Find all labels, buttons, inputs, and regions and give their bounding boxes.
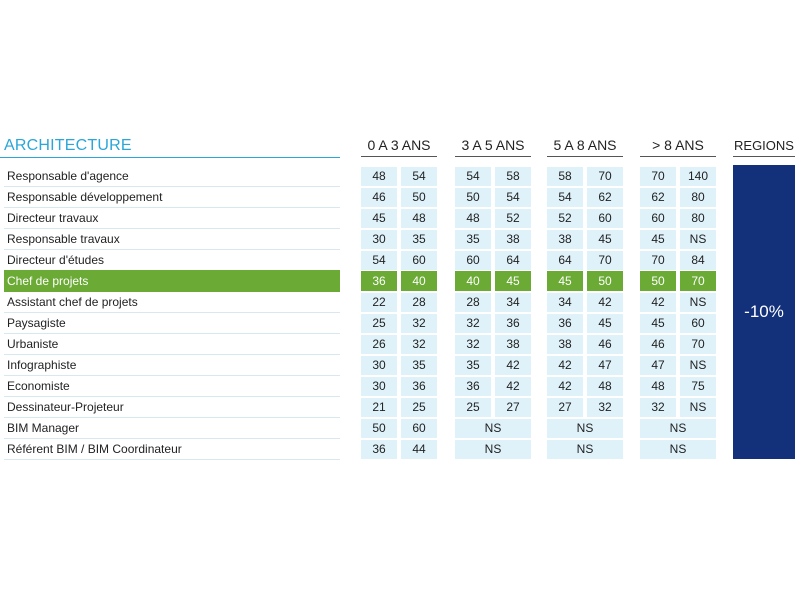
row-label: Chef de projets xyxy=(4,270,340,292)
value-cell: 42 xyxy=(547,356,583,375)
column-header-label: 3 A 5 ANS xyxy=(461,137,525,153)
value-cell: 32 xyxy=(455,314,491,333)
value-cell: 70 xyxy=(680,335,716,354)
row-label: Paysagiste xyxy=(4,313,340,334)
value-cell: 25 xyxy=(455,398,491,417)
value-cell: 26 xyxy=(361,335,397,354)
value-cell: 36 xyxy=(455,377,491,396)
row-label: Economiste xyxy=(4,376,340,397)
value-cell: NS xyxy=(455,419,531,438)
value-cell: 42 xyxy=(495,356,531,375)
value-cell: 25 xyxy=(361,314,397,333)
value-cell: 45 xyxy=(587,314,623,333)
column-header-1 xyxy=(455,137,531,153)
value-cell: 32 xyxy=(401,335,437,354)
value-cell: NS xyxy=(547,419,623,438)
value-cell: 25 xyxy=(401,398,437,417)
value-cell: 40 xyxy=(455,271,491,291)
value-cell: 21 xyxy=(361,398,397,417)
value-cell: 140 xyxy=(680,167,716,186)
value-cell: 38 xyxy=(547,335,583,354)
value-cell: 32 xyxy=(640,398,676,417)
value-cell: 60 xyxy=(401,251,437,270)
value-cell: 52 xyxy=(495,209,531,228)
value-cell: 45 xyxy=(640,230,676,249)
value-cell: 52 xyxy=(547,209,583,228)
value-cell: 36 xyxy=(401,377,437,396)
value-cell: 27 xyxy=(495,398,531,417)
value-cell: 48 xyxy=(401,209,437,228)
regions-header xyxy=(733,137,795,153)
column-header-label: 0 A 3 ANS xyxy=(367,137,431,153)
value-cell: 27 xyxy=(547,398,583,417)
value-cell: 45 xyxy=(587,230,623,249)
row-label: Référent BIM / BIM Coordinateur xyxy=(4,439,340,460)
row-label: Dessinateur-Projeteur xyxy=(4,397,340,418)
row-label: Infographiste xyxy=(4,355,340,376)
value-cell: NS xyxy=(547,440,623,459)
value-cell: NS xyxy=(680,293,716,312)
value-cell: NS xyxy=(680,356,716,375)
value-cell: 30 xyxy=(361,356,397,375)
value-cell: 60 xyxy=(680,314,716,333)
value-cell: 60 xyxy=(587,209,623,228)
value-cell: 42 xyxy=(587,293,623,312)
value-cell: 48 xyxy=(455,209,491,228)
value-cell: 46 xyxy=(587,335,623,354)
value-cell: 38 xyxy=(495,335,531,354)
value-cell: 47 xyxy=(640,356,676,375)
value-cell: 36 xyxy=(495,314,531,333)
value-cell: 58 xyxy=(495,167,531,186)
value-cell: 50 xyxy=(455,188,491,207)
value-cell: 35 xyxy=(401,356,437,375)
value-cell: 28 xyxy=(401,293,437,312)
regions-value: -10% xyxy=(744,302,784,321)
row-label: Urbaniste xyxy=(4,334,340,355)
value-cell: 34 xyxy=(547,293,583,312)
value-cell: 36 xyxy=(361,271,397,291)
regions-value-box xyxy=(733,165,795,459)
value-cell: 60 xyxy=(455,251,491,270)
value-cell: NS xyxy=(455,440,531,459)
value-cell: 70 xyxy=(640,167,676,186)
value-cell: 47 xyxy=(587,356,623,375)
column-header-label: 5 A 8 ANS xyxy=(553,137,617,153)
value-cell: 34 xyxy=(495,293,531,312)
row-label: Directeur travaux xyxy=(4,208,340,229)
value-cell: 62 xyxy=(640,188,676,207)
row-label: Responsable d'agence xyxy=(4,166,340,187)
value-cell: NS xyxy=(680,230,716,249)
section-title: ARCHITECTURE xyxy=(4,137,132,154)
value-cell: 35 xyxy=(455,230,491,249)
value-cell: 42 xyxy=(547,377,583,396)
value-cell: 50 xyxy=(361,419,397,438)
value-cell: 32 xyxy=(587,398,623,417)
row-label: Responsable développement xyxy=(4,187,340,208)
value-cell: 46 xyxy=(361,188,397,207)
value-cell: 38 xyxy=(547,230,583,249)
value-cell: 54 xyxy=(547,188,583,207)
row-label: Directeur d'études xyxy=(4,250,340,271)
value-cell: 75 xyxy=(680,377,716,396)
value-cell: 80 xyxy=(680,188,716,207)
value-cell: 45 xyxy=(547,271,583,291)
value-cell: 60 xyxy=(640,209,676,228)
column-header-0 xyxy=(361,137,437,153)
value-cell: 45 xyxy=(640,314,676,333)
value-cell: 35 xyxy=(401,230,437,249)
value-cell: 64 xyxy=(495,251,531,270)
value-cell: 30 xyxy=(361,230,397,249)
value-cell: NS xyxy=(640,440,716,459)
value-cell: 48 xyxy=(587,377,623,396)
value-cell: 70 xyxy=(587,251,623,270)
column-header-2 xyxy=(547,137,623,153)
section-title-rule xyxy=(0,157,340,158)
value-cell: 54 xyxy=(361,251,397,270)
value-cell: 60 xyxy=(401,419,437,438)
value-cell: 42 xyxy=(640,293,676,312)
value-cell: 58 xyxy=(547,167,583,186)
value-cell: 40 xyxy=(401,271,437,291)
value-cell: 30 xyxy=(361,377,397,396)
value-cell: 70 xyxy=(587,167,623,186)
value-cell: 28 xyxy=(455,293,491,312)
value-cell: 46 xyxy=(640,335,676,354)
value-cell: NS xyxy=(680,398,716,417)
value-cell: 32 xyxy=(401,314,437,333)
value-cell: 64 xyxy=(547,251,583,270)
value-cell: 36 xyxy=(361,440,397,459)
row-label: Assistant chef de projets xyxy=(4,292,340,313)
column-header-3 xyxy=(640,137,716,153)
value-cell: 48 xyxy=(640,377,676,396)
value-cell: 44 xyxy=(401,440,437,459)
value-cell: 80 xyxy=(680,209,716,228)
value-cell: 84 xyxy=(680,251,716,270)
value-cell: 62 xyxy=(587,188,623,207)
value-cell: 70 xyxy=(640,251,676,270)
regions-header-label: REGIONS xyxy=(734,138,794,153)
value-cell: 48 xyxy=(361,167,397,186)
value-cell: 54 xyxy=(401,167,437,186)
value-cell: 45 xyxy=(495,271,531,291)
value-cell: 32 xyxy=(455,335,491,354)
column-header-label: > 8 ANS xyxy=(652,137,704,153)
value-cell: 35 xyxy=(455,356,491,375)
value-cell: 70 xyxy=(680,271,716,291)
value-cell: 50 xyxy=(640,271,676,291)
value-cell: 45 xyxy=(361,209,397,228)
value-cell: NS xyxy=(640,419,716,438)
value-cell: 22 xyxy=(361,293,397,312)
row-label: BIM Manager xyxy=(4,418,340,439)
value-cell: 42 xyxy=(495,377,531,396)
value-cell: 50 xyxy=(401,188,437,207)
value-cell: 38 xyxy=(495,230,531,249)
value-cell: 54 xyxy=(455,167,491,186)
value-cell: 54 xyxy=(495,188,531,207)
row-label: Responsable travaux xyxy=(4,229,340,250)
value-cell: 50 xyxy=(587,271,623,291)
value-cell: 36 xyxy=(547,314,583,333)
